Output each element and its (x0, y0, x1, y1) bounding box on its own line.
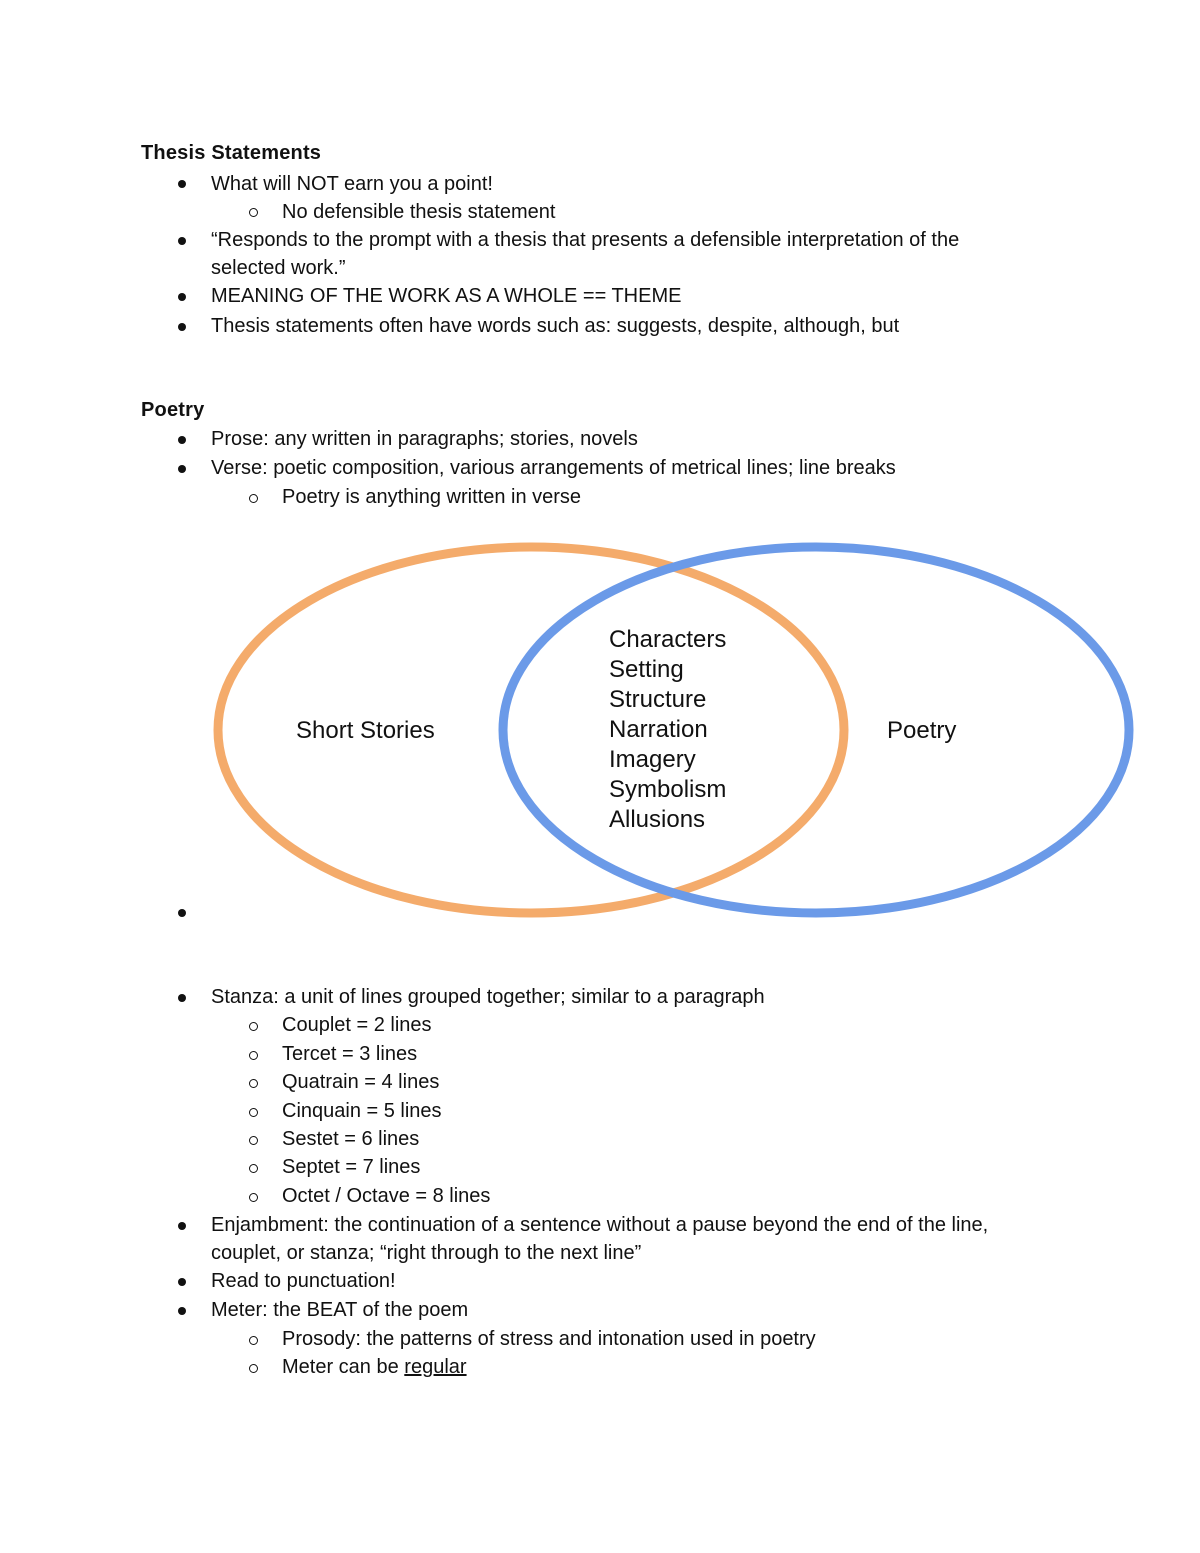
venn-diagram (200, 535, 1150, 930)
list-item: Meter: the BEAT of the poem (211, 1299, 469, 1321)
venn-overlap-item: Structure (609, 686, 707, 713)
bullet-icon (178, 1307, 186, 1315)
sub-list-item-text: Meter can be (282, 1356, 405, 1378)
sub-list-item: No defensible thesis statement (282, 201, 556, 223)
hollow-bullet-icon (249, 1051, 258, 1060)
bullet-icon (178, 1222, 186, 1230)
bullet-icon (178, 909, 186, 917)
bullet-icon (178, 293, 186, 301)
hollow-bullet-icon (249, 1336, 258, 1345)
section-heading-thesis: Thesis Statements (141, 142, 322, 164)
hollow-bullet-icon (249, 208, 258, 217)
bullet-icon (178, 1278, 186, 1286)
hollow-bullet-icon (249, 1079, 258, 1088)
sub-list-item: Tercet = 3 lines (282, 1043, 418, 1065)
sub-list-item: Prosody: the patterns of stress and intonation used in poetry (282, 1328, 816, 1350)
hollow-bullet-icon (249, 1108, 258, 1117)
hollow-bullet-icon (249, 1164, 258, 1173)
list-item: Read to punctuation! (211, 1270, 396, 1292)
hollow-bullet-icon (249, 1136, 258, 1145)
venn-overlap-item: Symbolism (609, 776, 727, 803)
list-item: What will NOT earn you a point! (211, 173, 493, 195)
list-item: MEANING OF THE WORK AS A WHOLE == THEME (211, 285, 682, 307)
underlined-word: regular (404, 1356, 467, 1378)
list-item: Prose: any written in paragraphs; stories, novels (211, 428, 638, 450)
list-item-continuation: couplet, or stanza; “right through to the next line” (211, 1242, 642, 1264)
list-item: Enjambment: the continuation of a sentence without a pause beyond the end of the line, (211, 1214, 989, 1236)
bullet-icon (178, 323, 186, 331)
venn-overlap-item: Imagery (609, 746, 696, 773)
venn-overlap-item: Narration (609, 716, 708, 743)
sub-list-item: Septet = 7 lines (282, 1156, 421, 1178)
bullet-icon (178, 465, 186, 473)
hollow-bullet-icon (249, 1022, 258, 1031)
list-item: “Responds to the prompt with a thesis that presents a defensible interpretation of the (211, 229, 960, 251)
sub-list-item: Quatrain = 4 lines (282, 1071, 440, 1093)
bullet-icon (178, 994, 186, 1002)
sub-list-item: Poetry is anything written in verse (282, 486, 582, 508)
bullet-icon (178, 436, 186, 444)
bullet-icon (178, 180, 186, 188)
sub-list-item: Cinquain = 5 lines (282, 1100, 442, 1122)
list-item-continuation: selected work.” (211, 257, 346, 279)
venn-right-label: Poetry (887, 717, 957, 744)
hollow-bullet-icon (249, 1364, 258, 1373)
bullet-icon (178, 237, 186, 245)
sub-list-item (282, 1353, 467, 1381)
venn-overlap-item: Allusions (609, 806, 706, 833)
sub-list-item: Couplet = 2 lines (282, 1014, 432, 1036)
section-heading-poetry: Poetry (141, 399, 205, 421)
hollow-bullet-icon (249, 1193, 258, 1202)
venn-overlap-item: Characters (609, 626, 727, 653)
venn-overlap-item: Setting (609, 656, 684, 683)
venn-poetry-circle (503, 547, 1129, 913)
list-item: Thesis statements often have words such as: suggests, despite, although, but (211, 315, 900, 337)
list-item: Stanza: a unit of lines grouped together; similar to a paragraph (211, 986, 765, 1008)
list-item: Verse: poetic composition, various arrangements of metrical lines; line breaks (211, 457, 896, 479)
sub-list-item: Sestet = 6 lines (282, 1128, 420, 1150)
hollow-bullet-icon (249, 494, 258, 503)
sub-list-item: Octet / Octave = 8 lines (282, 1185, 491, 1207)
venn-left-label: Short Stories (296, 717, 435, 744)
